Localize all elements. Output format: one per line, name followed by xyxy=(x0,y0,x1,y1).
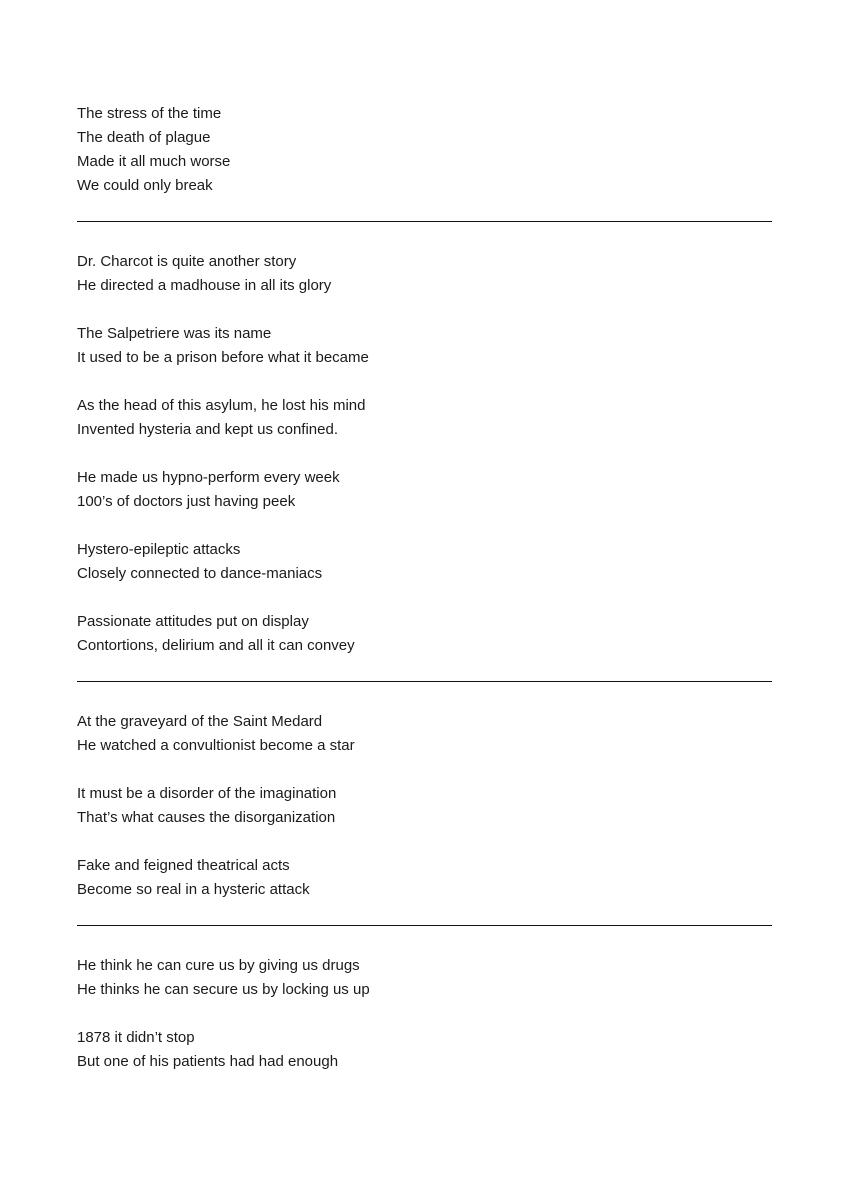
stanza xyxy=(77,1026,772,1074)
poem-line: Dr. Charcot is quite another story xyxy=(77,253,297,270)
poem-line: It must be a disorder of the imagination xyxy=(77,785,337,802)
stanza xyxy=(77,250,772,298)
poem-line: Hystero-epileptic attacks xyxy=(77,541,241,558)
poem-section xyxy=(77,710,772,902)
poem-line: Made it all much worse xyxy=(77,153,231,170)
poem-line: He made us hypno-perform every week xyxy=(77,469,340,486)
poem-line: 1878 it didn’t stop xyxy=(77,1029,195,1046)
stanza xyxy=(77,610,772,658)
stanza xyxy=(77,102,772,198)
poem-line: That’s what causes the disorganization xyxy=(77,809,336,826)
poem-line: As the head of this asylum, he lost his mind xyxy=(77,397,366,414)
poem-line: At the graveyard of the Saint Medard xyxy=(77,713,323,730)
stanza xyxy=(77,782,772,830)
poem-section xyxy=(77,954,772,1074)
poem-line: He think he can cure us by giving us drugs xyxy=(77,957,360,974)
poem-line: Passionate attitudes put on display xyxy=(77,613,309,630)
poem-line: Closely connected to dance-maniacs xyxy=(77,565,323,582)
poem-line: Contortions, delirium and all it can convey xyxy=(77,637,355,654)
poem-line: The death of plague xyxy=(77,129,211,146)
poem-section xyxy=(77,102,772,198)
poem-line: The Salpetriere was its name xyxy=(77,325,272,342)
poem-line: The stress of the time xyxy=(77,105,222,122)
poem-line: Fake and feigned theatrical acts xyxy=(77,857,290,874)
poem-line: He watched a convultionist become a star xyxy=(77,737,355,754)
stanza xyxy=(77,538,772,586)
stanza xyxy=(77,466,772,514)
stanza xyxy=(77,954,772,1002)
poem-line: It used to be a prison before what it became xyxy=(77,349,369,366)
stanza xyxy=(77,710,772,758)
stanza xyxy=(77,322,772,370)
stanza xyxy=(77,394,772,442)
poem-line: Become so real in a hysteric attack xyxy=(77,881,310,898)
poem-line: 100’s of doctors just having peek xyxy=(77,493,296,510)
poem-page xyxy=(77,102,772,1074)
poem-line: Invented hysteria and kept us confined. xyxy=(77,421,339,438)
poem-section xyxy=(77,250,772,658)
stanza xyxy=(77,854,772,902)
poem-line: We could only break xyxy=(77,177,213,194)
poem-line: But one of his patients had had enough xyxy=(77,1053,339,1070)
poem-line: He thinks he can secure us by locking us up xyxy=(77,981,370,998)
poem-line: He directed a madhouse in all its glory xyxy=(77,277,332,294)
